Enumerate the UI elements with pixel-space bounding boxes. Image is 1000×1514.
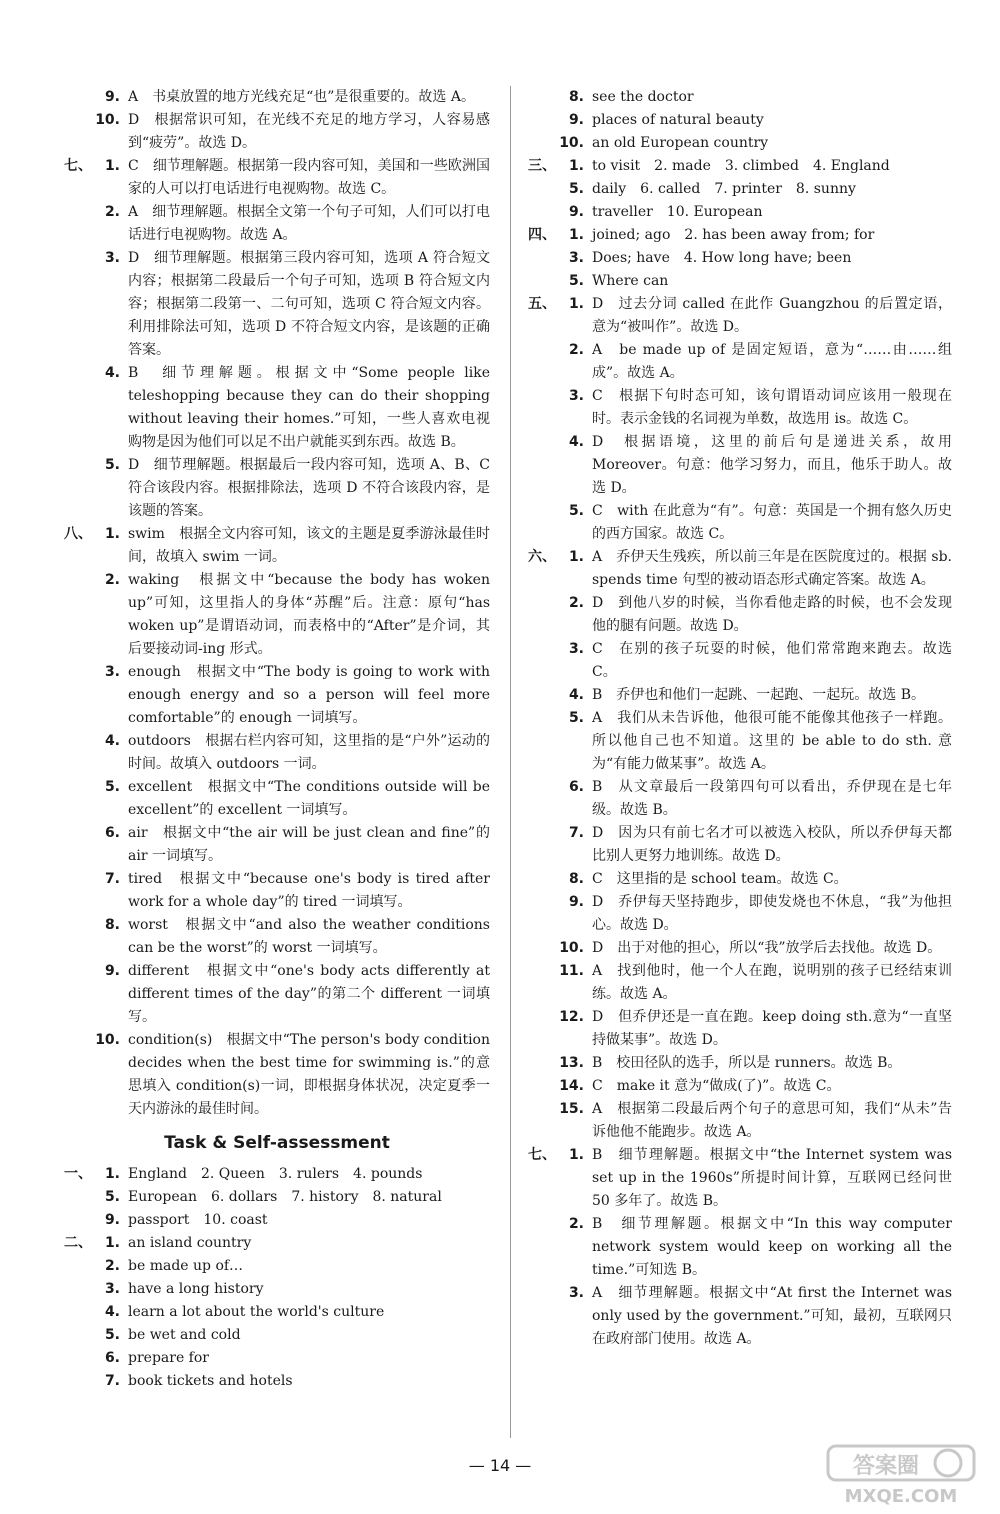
- answer-text: places of natural beauty: [592, 112, 764, 128]
- answer-entry: [528, 1052, 952, 1075]
- section-marker: 七、: [64, 158, 92, 174]
- answer-text: outdoors 根据右栏内容可知，这里指的是“户外”运动的时间。故填入 outdoors 一词。: [128, 733, 490, 772]
- answer-entry: [528, 293, 952, 339]
- question-number: 1.: [104, 1235, 120, 1251]
- answer-entry: [528, 178, 952, 201]
- answer-entry: [64, 1186, 490, 1209]
- answer-text: be made up of…: [128, 1258, 244, 1274]
- answer-text: D 细节理解题。根据第三段内容可知，选项 A 符合短文内容；根据第二段最后一个句子可知，选项 B 符合短文内容；根据第二段第一、二句可知，选项 C 符合短文内容。利用排除法可知，选项 D 不符合短文内容，是该题的正确答案。: [128, 250, 490, 358]
- answer-text: passport 10. coast: [128, 1212, 268, 1228]
- answer-entry: [64, 155, 490, 201]
- question-number: 11.: [559, 963, 584, 979]
- question-number: 1.: [568, 227, 584, 243]
- question-number: 10.: [559, 940, 584, 956]
- question-number: 5.: [104, 1189, 120, 1205]
- answer-text: C 这里指的是 school team。故选 C。: [592, 871, 848, 887]
- question-number: 3.: [568, 1285, 584, 1301]
- answer-text: tired 根据文中“because one's body is tired after work for a whole day”的 tired 一词填写。: [128, 871, 490, 910]
- question-number: 9.: [104, 1212, 120, 1228]
- answer-entry: [64, 569, 490, 661]
- question-number: 1.: [104, 158, 120, 174]
- section-marker: 七、: [528, 1147, 556, 1163]
- question-number: 4.: [104, 365, 120, 381]
- question-number: 2.: [568, 342, 584, 358]
- question-number: 1.: [568, 158, 584, 174]
- answer-text: an island country: [128, 1235, 252, 1251]
- answer-entry: [528, 1213, 952, 1282]
- answer-text: waking 根据文中“because the body has woken up”可知，这里指人的身体“苏醒”后。注意：原句“has woken up”是谓语动词，而表格中的“After”是介词，其后要接动词-ing 形式。: [128, 572, 490, 657]
- question-number: 2.: [104, 572, 120, 588]
- answer-entry: [528, 1098, 952, 1144]
- question-number: 13.: [559, 1055, 584, 1071]
- answer-entry: [528, 960, 952, 1006]
- answer-text: Where can: [592, 273, 669, 289]
- answer-text: A 我们从未告诉他，他很可能不能像其他孩子一样跑。所以他自己也不知道。这里的 be able to do sth. 意为“有能力做某事”。故选 A。: [592, 710, 952, 772]
- answer-text: C 根据下句时态可知，该句谓语动词应该用一般现在时。表示金钱的名词视为单数，故选用 is。故选 C。: [592, 388, 952, 427]
- answer-entry: [528, 431, 952, 500]
- answer-text: different 根据文中“one's body acts differently at different times of the day”的第二个 different 一词填写。: [128, 963, 490, 1025]
- answer-text: see the doctor: [592, 89, 694, 105]
- answer-entry: [64, 454, 490, 523]
- answer-text: D 细节理解题。根据最后一段内容可知，选项 A、B、C 符合该段内容。根据排除法，选项 D 不符合该段内容，是该题的答案。: [128, 457, 490, 519]
- question-number: 9.: [104, 963, 120, 979]
- question-number: 14.: [559, 1078, 584, 1094]
- answer-text: B 细节理解题。根据文中“the Internet system was set up in the 1960s”所提时间计算，互联网已经问世 50 多年了。故选 B。: [592, 1147, 952, 1209]
- answer-entry: [64, 362, 490, 454]
- question-number: 3.: [104, 250, 120, 266]
- watermark-logo: [826, 1444, 976, 1506]
- watermark-logo-mark: 答案圈: [852, 1454, 920, 1479]
- question-number: 1.: [568, 1147, 584, 1163]
- answer-entry: [64, 868, 490, 914]
- answer-text: learn a lot about the world's culture: [128, 1304, 385, 1320]
- question-number: 4.: [568, 687, 584, 703]
- answer-entry: [528, 638, 952, 684]
- answer-text: B 细节理解题。根据文中“In this way computer network system would keep on working all the time.”可知选 B。: [592, 1216, 952, 1278]
- question-number: 3.: [104, 1281, 120, 1297]
- answer-text: book tickets and hotels: [128, 1373, 293, 1389]
- answer-text: enough 根据文中“The body is going to work with enough energy and so a person will feel more comfortable”的 enough 一词填写。: [128, 664, 490, 726]
- answer-entry: [64, 1209, 490, 1232]
- answer-text: B 细节理解题。根据文中“Some people like teleshopping because they can do their shopping without leaving their homes.”可知，一些人喜欢电视购物是因为他们可以足不出户就能买到东西。故选 B。: [128, 365, 490, 450]
- question-number: 1.: [568, 296, 584, 312]
- answer-entry: [528, 776, 952, 822]
- answer-text: A 细节理解题。根据文中“At first the Internet was only used by the government.”可知，最初，互联网只在政府部门使用。故选 A。: [592, 1285, 952, 1347]
- answer-text: B 校田径队的选手，所以是 runners。故选 B。: [592, 1055, 902, 1071]
- question-number: 3.: [568, 641, 584, 657]
- question-number: 5.: [568, 503, 584, 519]
- answer-text: prepare for: [128, 1350, 209, 1366]
- answer-text: traveller 10. European: [592, 204, 763, 220]
- answer-text: D 乔伊每天坚持跑步，即使发烧也不休息，“我”为他担心。故选 D。: [592, 894, 952, 933]
- question-number: 4.: [104, 733, 120, 749]
- answer-entry: [528, 500, 952, 546]
- answer-entry: [64, 822, 490, 868]
- question-number: 6.: [568, 779, 584, 795]
- question-number: 3.: [568, 388, 584, 404]
- question-number: 5.: [568, 710, 584, 726]
- section-marker: 二、: [64, 1235, 92, 1251]
- question-number: 10.: [559, 135, 584, 151]
- answer-text: B 从文章最后一段第四句可以看出，乔伊现在是七年级。故选 B。: [592, 779, 952, 818]
- answer-text: C with 在此意为“有”。句意：英国是一个拥有悠久历史的西方国家。故选 C。: [592, 503, 952, 542]
- answer-text: D 因为只有前七名才可以被选入校队，所以乔伊每天都比别人更努力地训练。故选 D。: [592, 825, 952, 864]
- page-number: — 14 —: [468, 1456, 532, 1475]
- question-number: 7.: [104, 871, 120, 887]
- section-marker: 四、: [528, 227, 556, 243]
- question-number: 9.: [568, 204, 584, 220]
- answer-text: excellent 根据文中“The conditions outside will be excellent”的 excellent 一词填写。: [128, 779, 490, 818]
- answer-entry: [64, 1347, 490, 1370]
- answer-entry: [64, 776, 490, 822]
- answer-entry: [528, 1075, 952, 1098]
- question-number: 8.: [568, 89, 584, 105]
- answer-text: A 根据第二段最后两个句子的意思可知，我们“从未”告诉他他不能跑步。故选 A。: [592, 1101, 952, 1140]
- question-number: 9.: [104, 89, 120, 105]
- answer-text: air 根据文中“the air will be just clean and fine”的 air 一词填写。: [128, 825, 490, 864]
- answer-text: be wet and cold: [128, 1327, 241, 1343]
- answer-text: daily 6. called 7. printer 8. sunny: [592, 181, 856, 197]
- column-divider: [510, 86, 511, 1438]
- answer-entry: [64, 523, 490, 569]
- answer-text: D 根据常识可知，在光线不充足的地方学习，人容易感到“疲劳”。故选 D。: [128, 112, 490, 151]
- question-number: 7.: [104, 1373, 120, 1389]
- answer-entry: [64, 1255, 490, 1278]
- answer-text: A be made up of 是固定短语，意为“……由……组成”。故选 A。: [592, 342, 952, 381]
- question-number: 5.: [104, 779, 120, 795]
- answer-text: D 到他八岁的时候，当你看他走路的时候，也不会发现他的腿有问题。故选 D。: [592, 595, 952, 634]
- question-number: 6.: [104, 825, 120, 841]
- section-marker: 六、: [528, 549, 556, 565]
- answer-entry: [64, 1163, 490, 1186]
- answer-text: to visit 2. made 3. climbed 4. England: [592, 158, 890, 174]
- answer-entry: [64, 86, 490, 109]
- question-number: 2.: [104, 1258, 120, 1274]
- answer-entry: [64, 201, 490, 247]
- answer-entry: [528, 339, 952, 385]
- question-number: 1.: [104, 526, 120, 542]
- answer-entry: [64, 1301, 490, 1324]
- answer-entry: [528, 546, 952, 592]
- question-number: 2.: [568, 595, 584, 611]
- question-number: 15.: [559, 1101, 584, 1117]
- answer-entry: [64, 1029, 490, 1121]
- answer-text: Does; have 4. How long have; been: [592, 250, 852, 266]
- question-number: 4.: [568, 434, 584, 450]
- answer-entry: [528, 684, 952, 707]
- section-marker: 五、: [528, 296, 556, 312]
- answer-text: England 2. Queen 3. rulers 4. pounds: [128, 1166, 423, 1182]
- answer-entry: [64, 109, 490, 155]
- question-number: 7.: [568, 825, 584, 841]
- answer-entry: [64, 914, 490, 960]
- answer-entry: [64, 730, 490, 776]
- question-number: 10.: [95, 112, 120, 128]
- question-number: 6.: [104, 1350, 120, 1366]
- question-number: 5.: [104, 1327, 120, 1343]
- question-number: 2.: [104, 204, 120, 220]
- answer-text: A 细节理解题。根据全文第一个句子可知，人们可以打电话进行电视购物。故选 A。: [128, 204, 490, 243]
- answer-text: C 细节理解题。根据第一段内容可知，美国和一些欧洲国家的人可以打电话进行电视购物。故选 C。: [128, 158, 490, 197]
- answer-entry: [528, 224, 952, 247]
- answer-text: B 乔伊也和他们一起跳、一起跑、一起玩。故选 B。: [592, 687, 926, 703]
- answer-text: European 6. dollars 7. history 8. natural: [128, 1189, 442, 1205]
- question-number: 3.: [104, 664, 120, 680]
- question-number: 1.: [568, 549, 584, 565]
- question-number: 5.: [568, 181, 584, 197]
- answer-entry: [528, 822, 952, 868]
- answer-entry: [528, 1282, 952, 1351]
- section-marker: 八、: [64, 526, 92, 542]
- answer-entry: [528, 707, 952, 776]
- answer-entry: [64, 247, 490, 362]
- answer-entry: [528, 132, 952, 155]
- question-number: 10.: [95, 1032, 120, 1048]
- question-number: 3.: [568, 250, 584, 266]
- answer-text: swim 根据全文内容可知，该文的主题是夏季游泳最佳时间，故填入 swim 一词。: [128, 526, 490, 565]
- answer-entry: [64, 1324, 490, 1347]
- question-number: 12.: [559, 1009, 584, 1025]
- answer-text: worst 根据文中“and also the weather conditions can be the worst”的 worst 一词填写。: [128, 917, 490, 956]
- question-number: 1.: [104, 1166, 120, 1182]
- question-number: 4.: [104, 1304, 120, 1320]
- answer-entry: [528, 270, 952, 293]
- section-marker: 一、: [64, 1166, 92, 1182]
- answer-text: A 书桌放置的地方光线充足“也”是很重要的。故选 A。: [128, 89, 475, 105]
- answer-entry: [64, 1278, 490, 1301]
- answer-entry: [528, 868, 952, 891]
- answer-text: C make it 意为“做成(了)”。故选 C。: [592, 1078, 841, 1094]
- answer-entry: [528, 1006, 952, 1052]
- watermark-site: MXQE.COM: [844, 1486, 958, 1506]
- answer-text: have a long history: [128, 1281, 264, 1297]
- answer-entry: [528, 109, 952, 132]
- answer-text: an old European country: [592, 135, 769, 151]
- answer-entry: [528, 155, 952, 178]
- question-number: 5.: [104, 457, 120, 473]
- answer-entry: [64, 661, 490, 730]
- answer-entry: [64, 1232, 490, 1255]
- answer-entry: [528, 891, 952, 937]
- answer-text: D 过去分词 called 在此作 Guangzhou 的后置定语，意为“被叫作”。故选 D。: [592, 296, 952, 335]
- left-column: [64, 86, 490, 1393]
- question-number: 8.: [568, 871, 584, 887]
- answer-entry: [528, 937, 952, 960]
- answer-entry: [528, 1144, 952, 1213]
- answer-entry: [528, 592, 952, 638]
- answer-entry: [528, 385, 952, 431]
- answer-text: condition(s) 根据文中“The person's body condition decides when the best time for swimming is.”的意思填入 condition(s)一词，即根据身体状况，决定夏季一天内游泳的最佳时间。: [128, 1032, 490, 1117]
- answer-text: A 乔伊天生残疾，所以前三年是在医院度过的。根据 sb. spends time 句型的被动语态形式确定答案。故选 A。: [592, 549, 952, 588]
- question-number: 5.: [568, 273, 584, 289]
- answer-text: D 出于对他的担心，所以“我”放学后去找他。故选 D。: [592, 940, 942, 956]
- answer-text: D 但乔伊还是一直在跑。keep doing sth.意为“一直坚持做某事”。故选 D。: [592, 1009, 952, 1048]
- answer-text: D 根据语境，这里的前后句是递进关系，故用 Moreover。句意：他学习努力，而且，他乐于助人。故选 D。: [592, 434, 952, 496]
- answer-text: joined; ago 2. has been away from; for: [592, 227, 875, 243]
- answer-entry: [528, 201, 952, 224]
- question-number: 8.: [104, 917, 120, 933]
- answer-text: C 在别的孩子玩耍的时候，他们常常跑来跑去。故选 C。: [592, 641, 952, 680]
- answer-entry: [528, 247, 952, 270]
- right-column: [528, 86, 952, 1351]
- question-number: 9.: [568, 894, 584, 910]
- section-heading: Task & Self-assessment: [164, 1133, 390, 1153]
- answer-entry: [64, 1370, 490, 1393]
- answer-entry: [528, 86, 952, 109]
- answer-text: A 找到他时，他一个人在跑，说明别的孩子已经结束训练。故选 A。: [592, 963, 952, 1002]
- answer-entry: [64, 960, 490, 1029]
- question-number: 9.: [568, 112, 584, 128]
- question-number: 2.: [568, 1216, 584, 1232]
- section-marker: 三、: [528, 158, 556, 174]
